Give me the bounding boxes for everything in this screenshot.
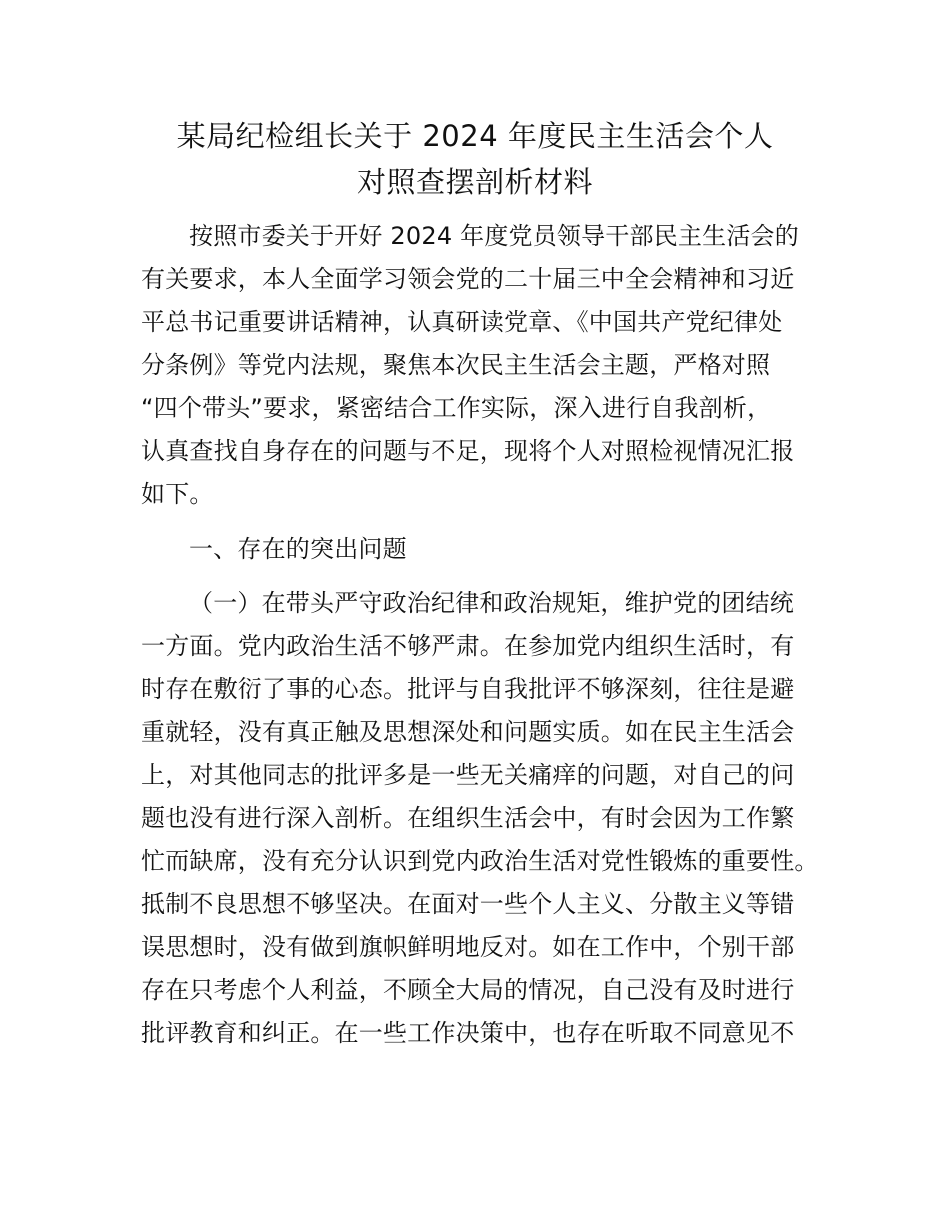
intro-paragraph-line: 分条例》等党内法规，聚焦本次民主生活会主题，严格对照 bbox=[141, 351, 771, 379]
intro-paragraph-line: 认真查找自身存在的问题与不足，现将个人对照检视情况汇报 bbox=[141, 437, 795, 465]
document-title-line-2: 对照查摆剖析材料 bbox=[356, 165, 593, 199]
subsection-paragraph-line: 上，对其他同志的批评多是一些无关痛痒的问题，对自己的问 bbox=[141, 761, 795, 789]
subsection-paragraph-line: 时存在敷衍了事的心态。批评与自我批评不够深刻，往往是避 bbox=[141, 675, 795, 703]
intro-paragraph-line: 按照市委关于开好 2024 年度党员领导干部民主生活会的 bbox=[189, 222, 799, 250]
subsection-paragraph-line: 忙而缺席，没有充分认识到党内政治生活对党性锻炼的重要性。 bbox=[141, 847, 819, 875]
subsection-paragraph-line: 抵制不良思想不够坚决。在面对一些个人主义、分散主义等错 bbox=[141, 890, 795, 918]
subsection-paragraph-line: 重就轻，没有真正触及思想深处和问题实质。如在民主生活会 bbox=[141, 718, 795, 746]
document-title-line-1: 某局纪检组长关于 2024 年度民主生活会个人 bbox=[176, 119, 774, 153]
intro-paragraph-line: 平总书记重要讲话精神，认真研读党章、《中国共产党纪律处 bbox=[141, 308, 783, 336]
subsection-paragraph-line: 一方面。党内政治生活不够严肃。在参加党内组织生活时，有 bbox=[141, 632, 795, 660]
subsection-paragraph-line: 批评教育和纠正。在一些工作决策中，也存在听取不同意见不 bbox=[141, 1019, 795, 1047]
subsection-paragraph-line: （一）在带头严守政治纪律和政治规矩，维护党的团结统 bbox=[189, 589, 794, 617]
section-heading: 一、存在的突出问题 bbox=[189, 535, 407, 563]
subsection-paragraph-line: 误思想时，没有做到旗帜鲜明地反对。如在工作中，个别干部 bbox=[141, 933, 795, 961]
subsection-paragraph-line: 题也没有进行深入剖析。在组织生活会中，有时会因为工作繁 bbox=[141, 804, 795, 832]
intro-paragraph-line: 如下。 bbox=[141, 480, 214, 508]
intro-paragraph-line: “四个带头”要求，紧密结合工作实际，深入进行自我剖析， bbox=[141, 394, 772, 422]
intro-paragraph-line: 有关要求，本人全面学习领会党的二十届三中全会精神和习近 bbox=[141, 265, 795, 293]
subsection-paragraph-line: 存在只考虑个人利益，不顾全大局的情况，自己没有及时进行 bbox=[141, 976, 795, 1004]
